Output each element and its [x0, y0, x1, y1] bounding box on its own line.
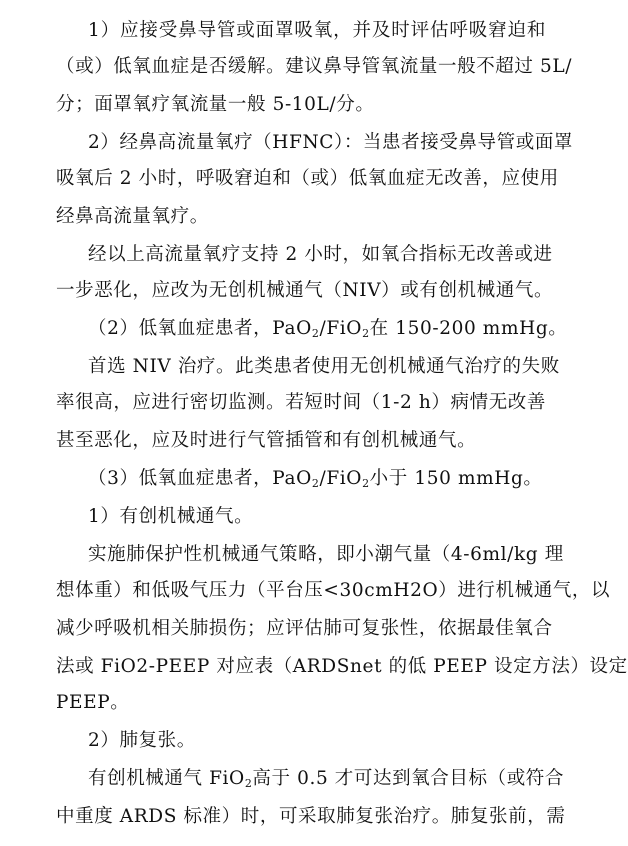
text-line: [88, 350, 560, 384]
line-text: PEEP。: [56, 692, 130, 713]
subscript-text: 2: [311, 327, 320, 340]
text-line: [88, 462, 543, 496]
text-line: [88, 14, 546, 48]
line-text: 在 150-200 mmHg。: [369, 318, 568, 339]
line-text: 经鼻高流量氧疗。: [56, 206, 209, 227]
line-text: 小于 150 mmHg。: [369, 468, 543, 489]
text-line: [88, 238, 553, 272]
text-line: [56, 650, 628, 684]
subscript-text: 2: [362, 477, 370, 490]
text-line: [88, 126, 574, 160]
line-text: （2）低氧血症患者，PaO: [88, 318, 312, 339]
text-line: [88, 500, 388, 534]
text-line: [56, 200, 356, 234]
text-line: [88, 538, 564, 572]
text-line: [56, 800, 566, 834]
line-text: （或）低氧血症是否缓解。建议鼻导管氧流量一般不超过 5L/: [56, 56, 573, 77]
line-text: 1）有创机械通气。: [88, 506, 254, 527]
line-text: 法或 FiO2-PEEP 对应表（ARDSnet 的低 PEEP 设定方法）设定: [56, 656, 628, 677]
text-line: [56, 612, 553, 646]
text-line: [56, 424, 486, 458]
subscript-text: 2: [362, 327, 370, 340]
line-text: 分；面罩氧疗氧流量一般 5-10L/分。: [56, 94, 375, 115]
line-text: 经以上高流量氧疗支持 2 小时，如氧合指标无改善或进: [88, 244, 553, 265]
line-text: 1）应接受鼻导管或面罩吸氧，并及时评估呼吸窘迫和: [88, 20, 546, 41]
text-line: [56, 574, 611, 608]
line-text: 甚至恶化，应及时进行气管插管和有创机械通气。: [56, 430, 477, 451]
line-text: （3）低氧血症患者，PaO: [88, 468, 312, 489]
text-line: [56, 50, 573, 84]
line-text: /FiO: [319, 468, 363, 489]
subscript-text: 2: [311, 477, 320, 490]
line-text: 实施肺保护性机械通气策略，即小潮气量（4-6ml/kg 理: [88, 544, 564, 565]
text-line: [56, 274, 554, 308]
line-text: 首选 NIV 治疗。此类患者使用无创机械通气治疗的失败: [88, 356, 560, 377]
text-line: [56, 162, 559, 196]
text-line: [56, 88, 386, 122]
line-text: 率很高，应进行密切监测。若短时间（1-2 h）病情无改善: [56, 392, 546, 413]
line-text: 2）经鼻高流量氧疗（HFNC）：当患者接受鼻导管或面罩: [88, 132, 574, 153]
text-line: [88, 762, 565, 796]
line-text: 有创机械通气 FiO: [88, 768, 245, 789]
line-text: 中重度 ARDS 标准）时，可采取肺复张治疗。肺复张前，需: [56, 806, 566, 827]
text-line: [88, 724, 288, 758]
text-line: [56, 386, 546, 420]
line-text: 2）肺复张。: [88, 730, 196, 751]
line-text: 想体重）和低吸气压力（平台压<30cmH2O）进行机械通气，以: [56, 580, 611, 601]
line-text: 高于 0.5 才可达到氧合目标（或符合: [252, 768, 565, 789]
text-line: [56, 686, 176, 720]
line-text: 一步恶化，应改为无创机械通气（NIV）或有创机械通气。: [56, 280, 554, 301]
subscript-text: 2: [244, 777, 253, 790]
line-text: 减少呼吸机相关肺损伤；应评估肺可复张性，依据最佳氧合: [56, 618, 553, 639]
line-text: /FiO: [319, 318, 363, 339]
text-line: [88, 312, 568, 346]
line-text: 吸氧后 2 小时，呼吸窘迫和（或）低氧血症无改善，应使用: [56, 168, 559, 189]
